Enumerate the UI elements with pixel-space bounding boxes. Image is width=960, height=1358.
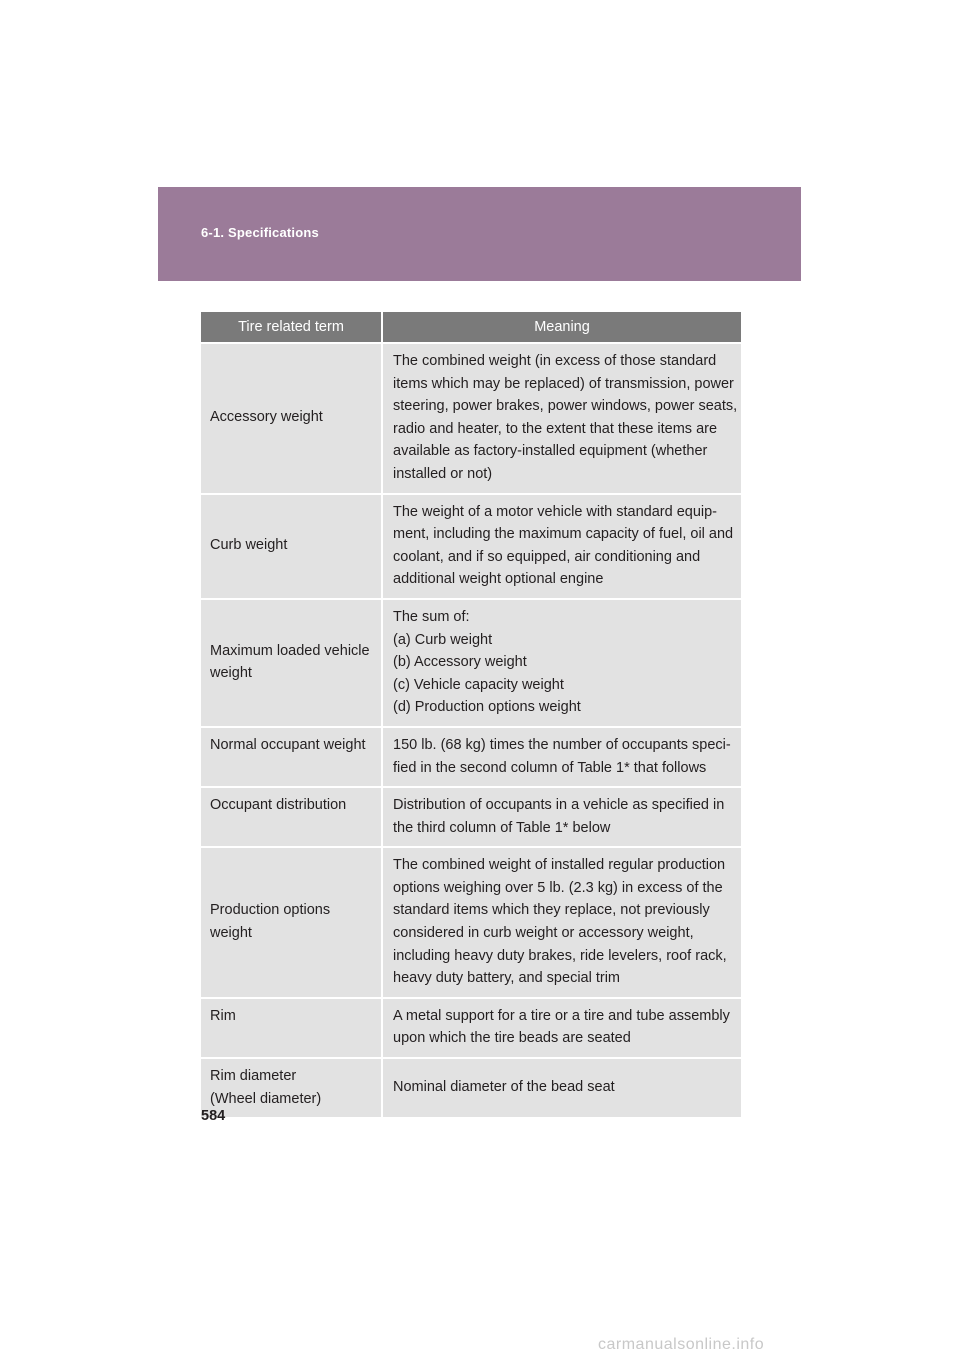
table-row <box>201 999 741 1059</box>
meaning-line: considered in curb weight or accessory weight, <box>393 925 694 942</box>
meaning-line: installed or not) <box>393 465 493 482</box>
section-header-band <box>158 187 801 281</box>
meaning-line: steering, power brakes, power windows, power seats, <box>393 398 738 415</box>
meaning-line: radio and heater, to the extent that these items are <box>393 420 718 437</box>
term-line: weight <box>210 925 252 942</box>
meaning-line: The combined weight of installed regular production <box>393 857 726 874</box>
meaning-line: upon which the tire beads are seated <box>393 1030 631 1047</box>
table-row <box>201 600 741 728</box>
term-cell <box>201 344 383 495</box>
table-row <box>201 848 741 999</box>
term-line: Normal occupant weight <box>210 736 366 753</box>
meaning-line: options weighing over 5 lb. (2.3 kg) in excess of the <box>393 879 723 896</box>
term-line: (Wheel diameter) <box>210 1090 322 1107</box>
meaning-line: 150 lb. (68 kg) times the number of occupants speci- <box>393 736 731 753</box>
meaning-line: Distribution of occupants in a vehicle as specified in <box>393 797 725 814</box>
meaning-cell <box>383 999 741 1059</box>
term-cell <box>201 788 383 848</box>
term-cell <box>201 600 383 728</box>
meaning-line: The weight of a motor vehicle with standard equip- <box>393 503 718 520</box>
table-header-row <box>201 312 741 344</box>
term-line: Accessory weight <box>210 409 323 426</box>
table-row <box>201 495 741 600</box>
term-line: Occupant distribution <box>210 797 347 814</box>
term-line: Curb weight <box>210 537 288 554</box>
meaning-line: the third column of Table 1* below <box>393 819 611 836</box>
meaning-line: (d) Production options weight <box>393 699 581 716</box>
meaning-line: fied in the second column of Table 1* that follows <box>393 759 707 776</box>
watermark: carmanualsonline.info <box>598 1336 765 1353</box>
meaning-line: available as factory-installed equipment (whether <box>393 443 708 460</box>
table-row <box>201 344 741 495</box>
meaning-cell <box>383 1059 741 1119</box>
meaning-line: items which may be replaced) of transmission, power <box>393 375 734 392</box>
meaning-line: Nominal diameter of the bead seat <box>393 1079 615 1096</box>
term-cell <box>201 495 383 600</box>
section-title: 6-1. Specifications <box>201 225 319 240</box>
term-cell <box>201 728 383 788</box>
table-row <box>201 1059 741 1119</box>
term-cell <box>201 848 383 999</box>
meaning-cell <box>383 600 741 728</box>
meaning-line: including heavy duty brakes, ride levelers, roof rack, <box>393 947 727 964</box>
column-header-meaning: Meaning <box>383 312 741 344</box>
meaning-line: The combined weight (in excess of those standard <box>393 353 717 369</box>
meaning-cell <box>383 848 741 999</box>
term-cell <box>201 1059 383 1119</box>
term-line: Production options <box>210 902 331 919</box>
column-header-term: Tire related term <box>201 312 383 344</box>
meaning-line: standard items which they replace, not previously <box>393 902 710 919</box>
term-line: Maximum loaded vehicle <box>210 642 370 659</box>
meaning-line: The sum of: <box>393 608 470 625</box>
meaning-line: ment, including the maximum capacity of fuel, oil and <box>393 526 734 543</box>
meaning-cell <box>383 344 741 495</box>
table-row <box>201 728 741 788</box>
tire-terms-table <box>201 312 741 1119</box>
term-cell <box>201 999 383 1059</box>
meaning-line: A metal support for a tire or a tire and tube assembly <box>393 1007 730 1024</box>
meaning-line: additional weight optional engine <box>393 571 604 588</box>
meaning-line: (a) Curb weight <box>393 631 493 648</box>
meaning-line: (b) Accessory weight <box>393 654 527 671</box>
table-row <box>201 788 741 848</box>
meaning-cell <box>383 495 741 600</box>
page-number: 584 <box>201 1108 226 1124</box>
term-line: Rim <box>210 1007 236 1024</box>
meaning-line: (c) Vehicle capacity weight <box>393 676 564 693</box>
meaning-cell <box>383 788 741 848</box>
term-line: weight <box>210 665 252 682</box>
meaning-line: coolant, and if so equipped, air conditioning and <box>393 548 701 565</box>
meaning-cell <box>383 728 741 788</box>
meaning-line: heavy duty battery, and special trim <box>393 970 621 987</box>
term-line: Rim diameter <box>210 1068 297 1085</box>
